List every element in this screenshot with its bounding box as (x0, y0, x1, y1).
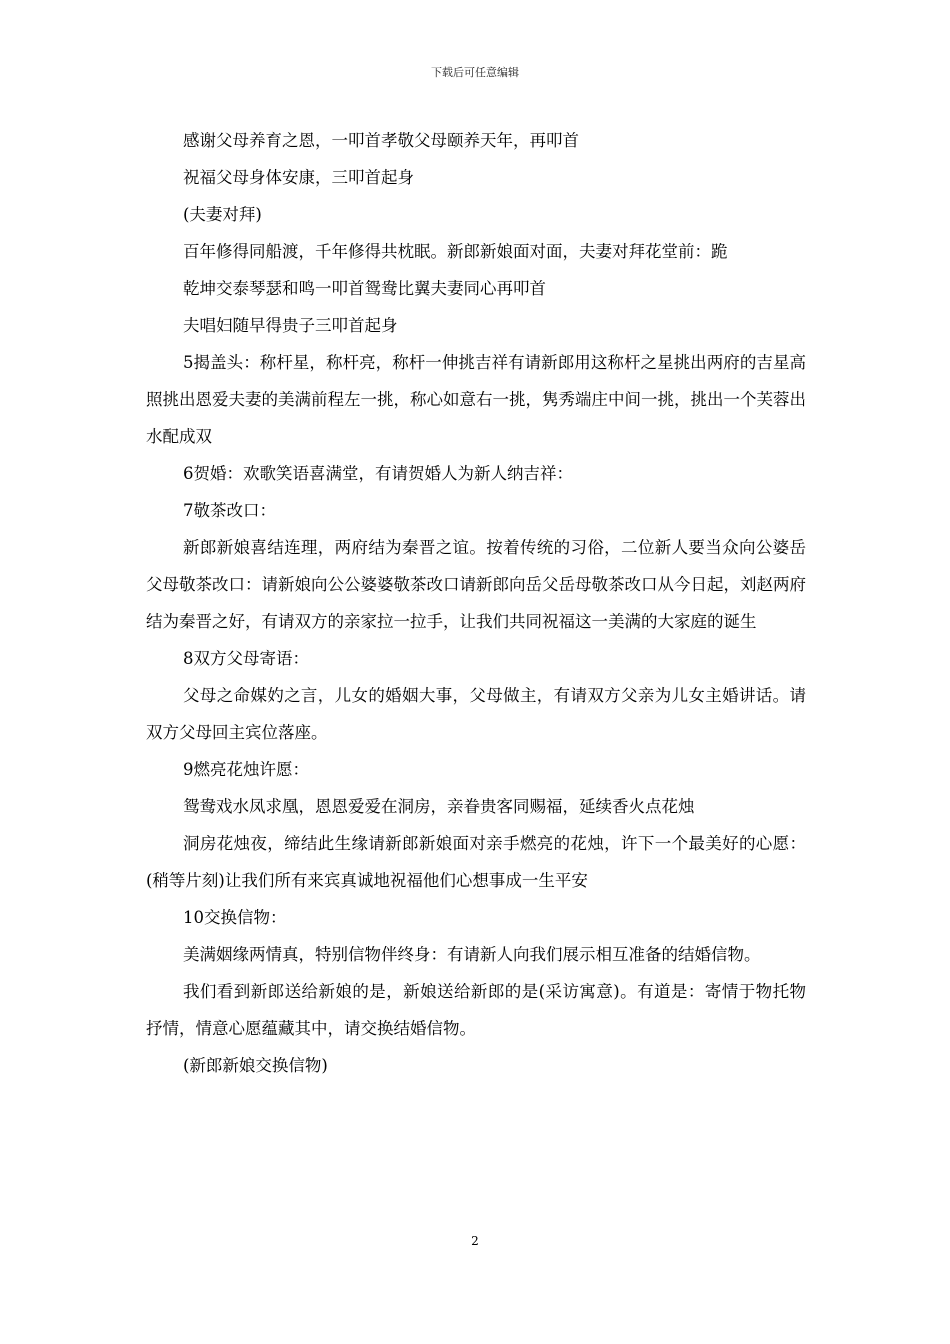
paragraph: 夫唱妇随早得贵子三叩首起身 (183, 316, 398, 335)
paragraph: 8双方父母寄语： (183, 649, 309, 668)
paragraph: (新郎新娘交换信物) (183, 1056, 328, 1075)
page-header: 下载后可任意编辑 (431, 66, 519, 79)
paragraph: 鸳鸯戏水凤求凰，恩恩爱爱在洞房，亲眷贵客同赐福，延续香火点花烛 (183, 797, 695, 816)
paragraph: 感谢父母养育之恩，一叩首孝敬父母颐养天年，再叩首 (183, 131, 579, 150)
paragraph: 父母之命媒妁之言，儿女的婚姻大事，父母做主，有请双方父亲为儿女主婚讲话。请双方父母回主宾位落座。 (146, 686, 806, 742)
paragraph: 洞房花烛夜，缔结此生缘请新郎新娘面对亲手燃亮的花烛，许下一个最美好的心愿：(稍等片刻)让我们所有来宾真诚地祝福他们心想事成一生平安 (146, 834, 806, 890)
paragraph: 6贺婚：欢歌笑语喜满堂，有请贺婚人为新人纳吉祥： (183, 464, 573, 483)
paragraph: 9燃亮花烛许愿： (183, 760, 309, 779)
document-body (146, 122, 806, 1084)
paragraph: 乾坤交泰琴瑟和鸣一叩首鸳鸯比翼夫妻同心再叩首 (183, 279, 546, 298)
page-number: 2 (471, 1234, 479, 1248)
paragraph: 5揭盖头：称杆星，称杆亮，称杆一伸挑吉祥有请新郎用这称杆之星挑出两府的吉星高照挑出恩爱夫妻的美满前程左一挑，称心如意右一挑，隽秀端庄中间一挑，挑出一个芙蓉出水配成双 (146, 353, 806, 446)
paragraph: 祝福父母身体安康，三叩首起身 (183, 168, 414, 187)
paragraph: 7敬茶改口： (183, 501, 276, 520)
paragraph: 美满姻缘两情真，特别信物伴终身：有请新人向我们展示相互准备的结婚信物。 (183, 945, 761, 964)
paragraph: 新郎新娘喜结连理，两府结为秦晋之谊。按着传统的习俗，二位新人要当众向公婆岳父母敬茶改口：请新娘向公公婆婆敬茶改口请新郎向岳父岳母敬茶改口从今日起，刘赵两府结为秦晋之好，有请双方的亲家拉一拉手，让我们共同祝福这一美满的大家庭的诞生 (146, 538, 806, 631)
paragraph: 我们看到新郎送给新娘的是，新娘送给新郎的是(采访寓意)。有道是：寄情于物托物抒情，情意心愿蕴藏其中，请交换结婚信物。 (146, 982, 806, 1038)
paragraph: (夫妻对拜) (183, 205, 262, 224)
paragraph: 百年修得同船渡，千年修得共枕眠。新郎新娘面对面，夫妻对拜花堂前：跪 (183, 242, 728, 261)
paragraph: 10交换信物： (183, 908, 287, 927)
